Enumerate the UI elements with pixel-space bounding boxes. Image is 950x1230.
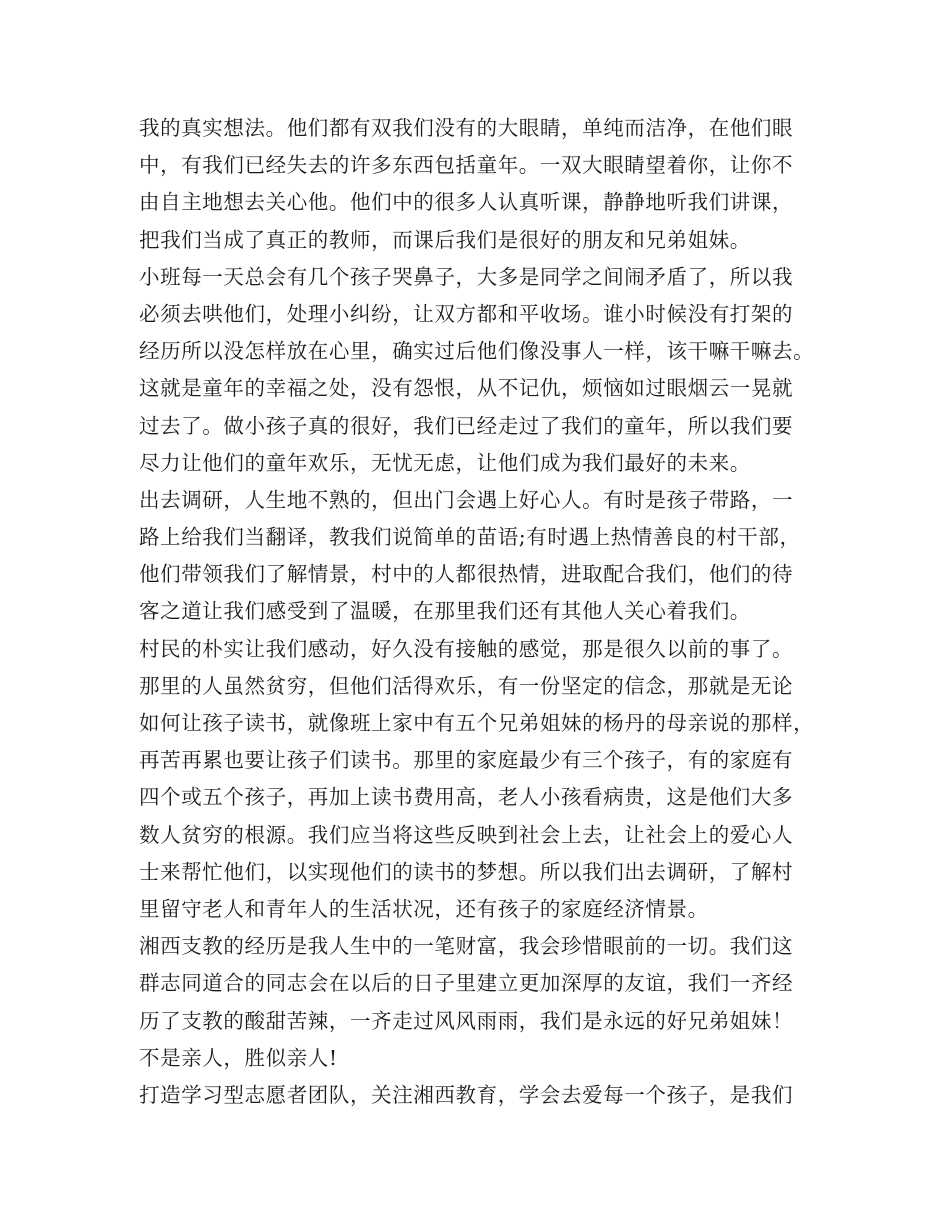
text-line: 出去调研，人生地不熟的，但出门会遇上好心人。有时是孩子带路，一: [139, 487, 794, 512]
text-line: 尽力让他们的童年欢乐，无忧无虑，让他们成为我们最好的未来。: [139, 450, 751, 475]
text-line: 群志同道合的同志会在以后的日子里建立更加深厚的友谊，我们一齐经: [139, 971, 794, 996]
text-line: 他们带领我们了解情景，村中的人都很热情，进取配合我们，他们的待: [139, 562, 794, 587]
text-line: 士来帮忙他们，以实现他们的读书的梦想。所以我们出去调研，了解村: [139, 859, 794, 884]
text-line: 必须去哄他们，处理小纠纷，让双方都和平收场。谁小时候没有打架的: [139, 301, 794, 326]
text-line: 四个或五个孩子，再加上读书费用高，老人小孩看病贵，这是他们大多: [139, 785, 794, 810]
text-line: 打造学习型志愿者团队，关注湘西教育，学会去爱每一个孩子，是我们: [139, 1082, 794, 1107]
text-line: 经历所以没怎样放在心里，确实过后他们像没事人一样，该干嘛干嘛去。: [139, 339, 815, 364]
text-line: 数人贫穷的根源。我们应当将这些反映到社会上去，让社会上的爱心人: [139, 822, 794, 847]
document-body: [139, 110, 829, 1114]
text-line: 把我们当成了真正的教师，而课后我们是很好的朋友和兄弟姐妹。: [139, 227, 751, 252]
text-line: 历了支教的酸甜苦辣，一齐走过风风雨雨，我们是永远的好兄弟姐妹！: [139, 1008, 794, 1033]
text-line: 如何让孩子读书，就像班上家中有五个兄弟姐妹的杨丹的母亲说的那样，: [139, 711, 815, 735]
text-line: 村民的朴实让我们感动，好久没有接触的感觉，那是很久以前的事了。: [139, 636, 794, 661]
text-line: 那里的人虽然贫穷，但他们活得欢乐，有一份坚定的信念，那就是无论: [139, 673, 794, 698]
text-line: 这就是童年的幸福之处，没有怨恨，从不记仇，烦恼如过眼烟云一晃就: [139, 376, 794, 401]
text-line: 里留守老人和青年人的生活状况，还有孩子的家庭经济情景。: [139, 896, 709, 921]
text-line: 过去了。做小孩子真的很好，我们已经走过了我们的童年，所以我们要: [139, 413, 794, 438]
text-line: 不是亲人，胜似亲人!: [139, 1045, 338, 1070]
text-line: 由自主地想去关心他。他们中的很多人认真听课，静静地听我们讲课，: [139, 190, 794, 215]
text-line: 我的真实想法。他们都有双我们没有的大眼睛，单纯而洁净，在他们眼: [139, 116, 794, 140]
text-line: 再苦再累也要让孩子们读书。那里的家庭最少有三个孩子，有的家庭有: [139, 748, 794, 773]
text-line: 中，有我们已经失去的许多东西包括童年。一双大眼睛望着你，让你不: [139, 153, 794, 178]
text-line: 小班每一天总会有几个孩子哭鼻子，大多是同学之间闹矛盾了，所以我: [139, 264, 794, 289]
text-line: 湘西支教的经历是我人生中的一笔财富，我会珍惜眼前的一切。我们这: [139, 934, 794, 959]
text-line: 路上给我们当翻译，教我们说简单的苗语;有时遇上热情善良的村干部，: [139, 525, 801, 550]
text-line: 客之道让我们感受到了温暖，在那里我们还有其他人关心着我们。: [139, 599, 751, 624]
